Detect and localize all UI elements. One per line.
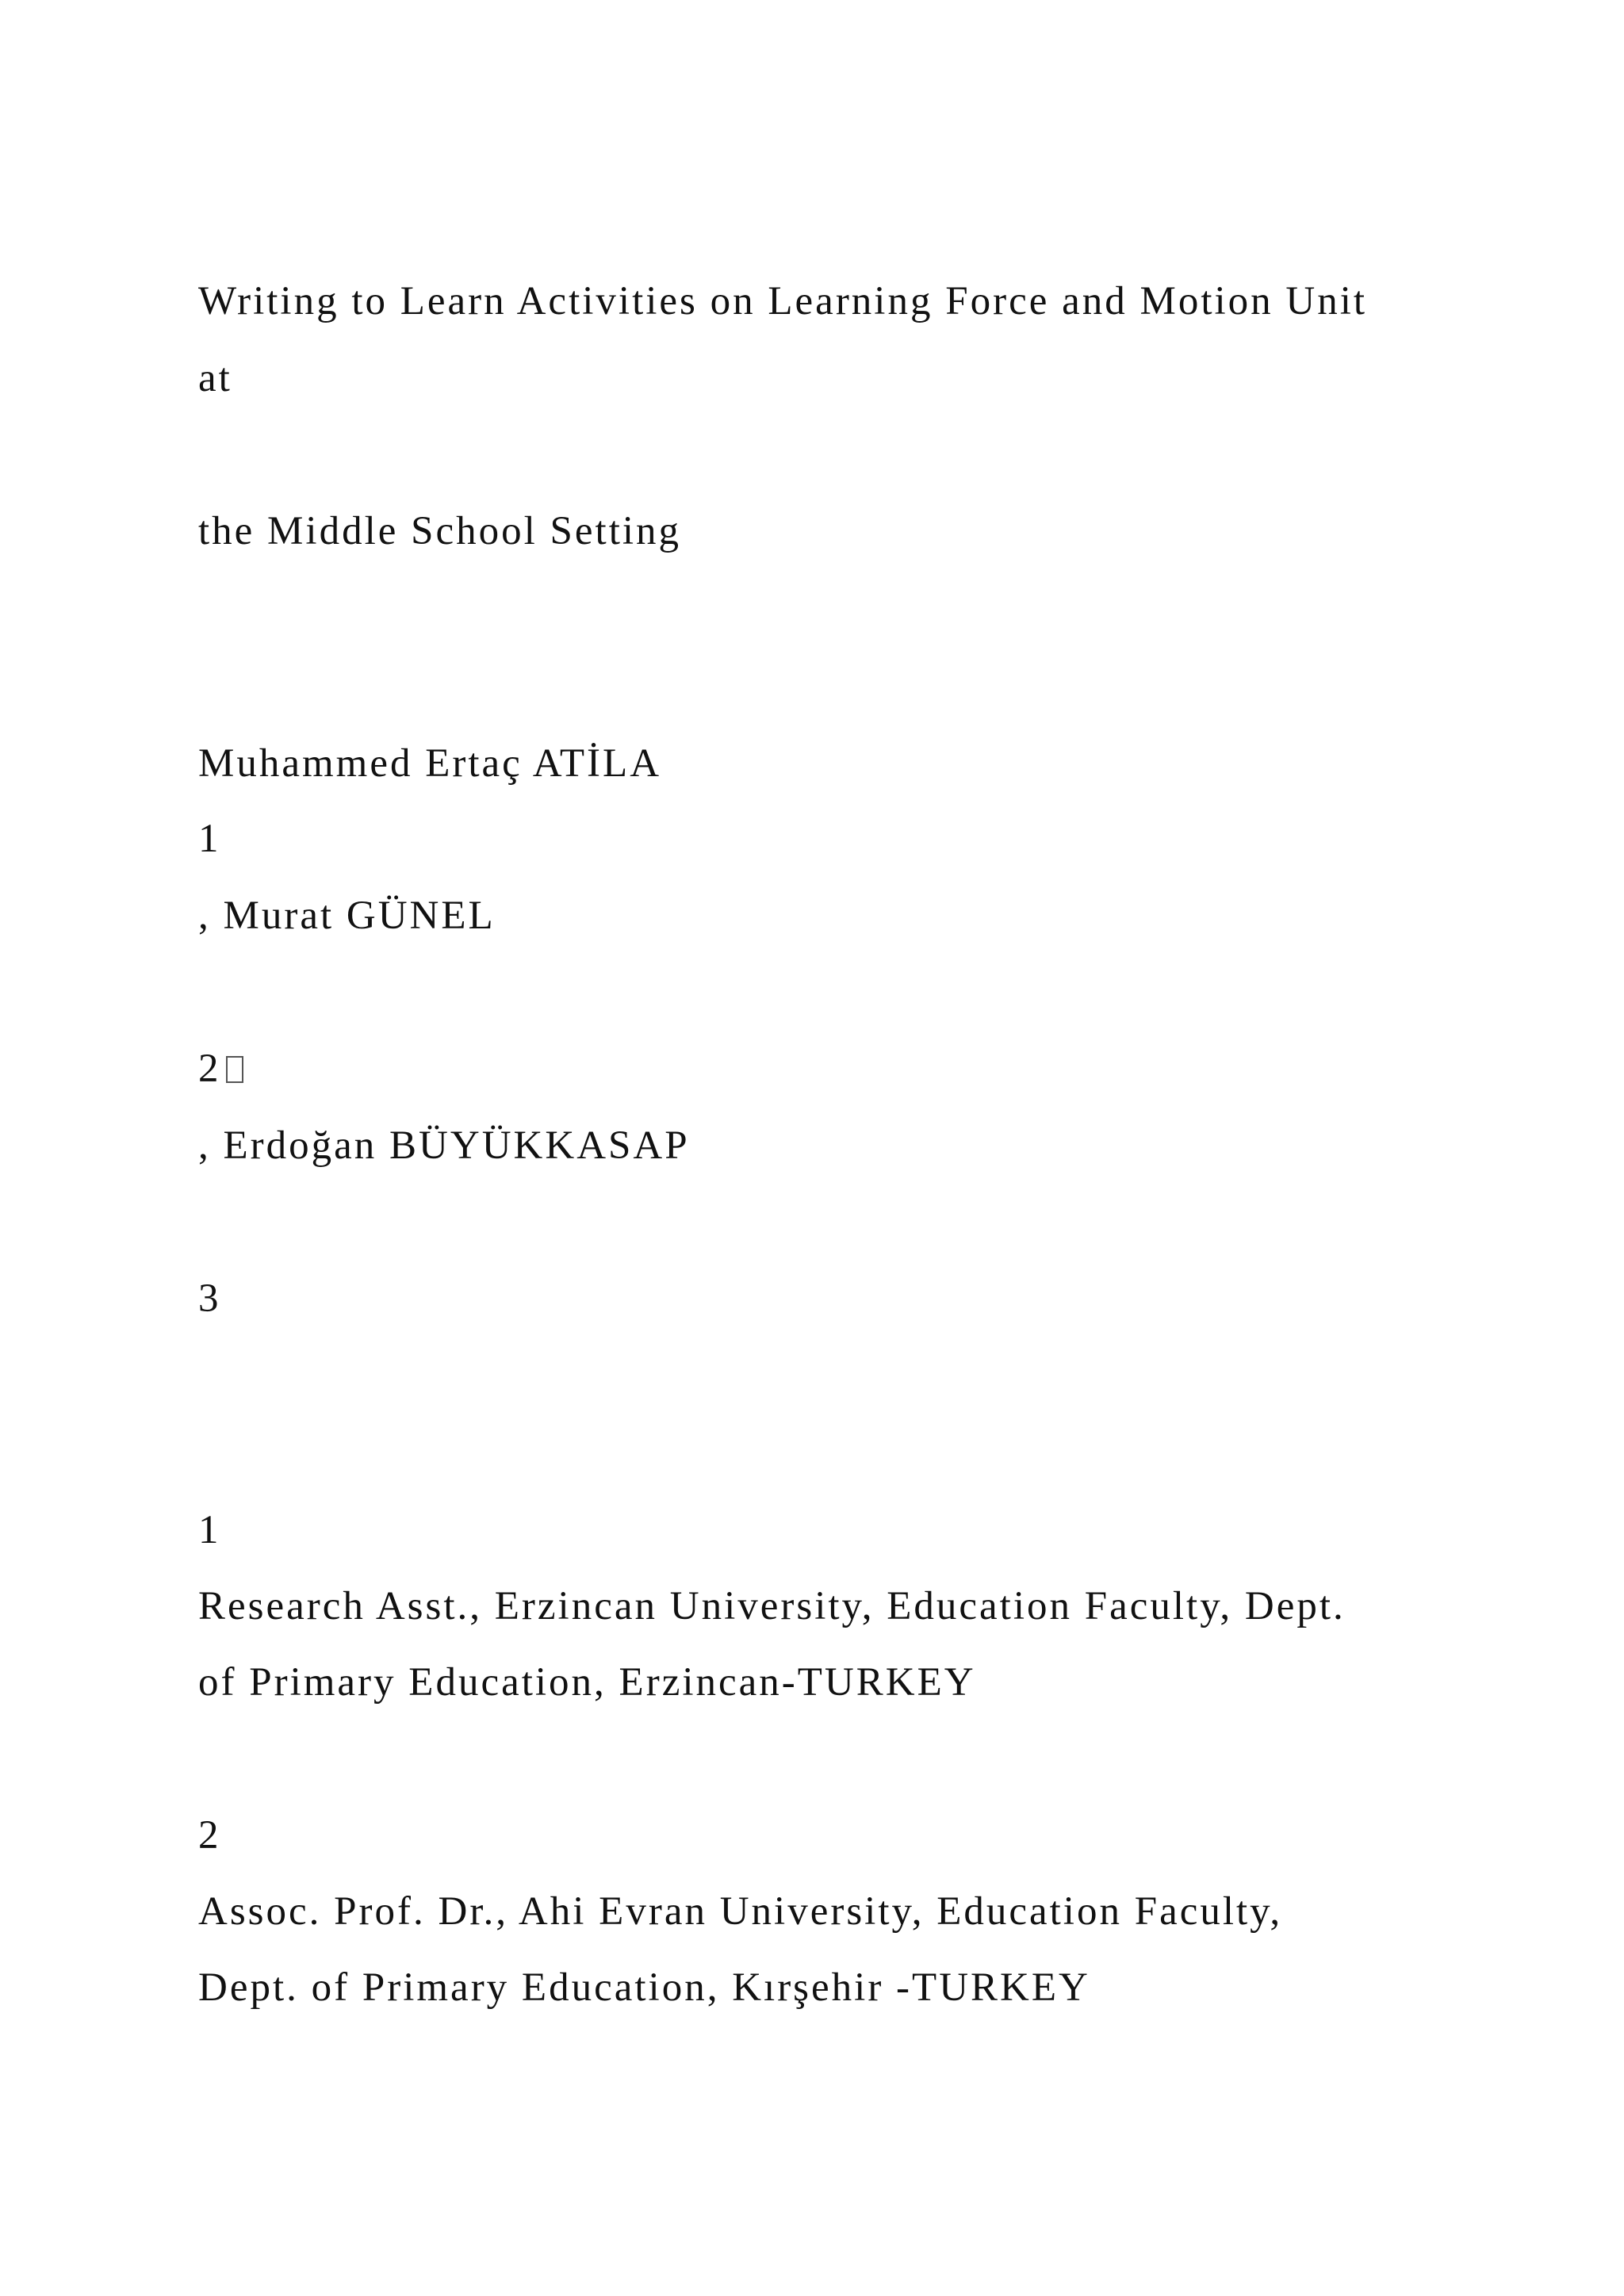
missing-glyph-icon: [226, 1056, 243, 1083]
author-2-name: , Murat GÜNEL: [198, 894, 496, 938]
author-3-mark: 3: [198, 1276, 221, 1321]
affiliation-2-line-2: Dept. of Primary Education, Kırşehir -TURKEY: [198, 1965, 1090, 2010]
author-3-name: , Erdoğan BÜYÜKKASAP: [198, 1123, 690, 1168]
author-1-mark: 1: [198, 817, 221, 861]
affiliation-1-mark: 1: [198, 1508, 221, 1552]
affiliation-1-line-2: of Primary Education, Erzincan-TURKEY: [198, 1660, 976, 1705]
affiliation-1-line-1: Research Asst., Erzincan University, Education Faculty, Dept.: [198, 1584, 1346, 1628]
title-line-3: the Middle School Setting: [198, 509, 682, 553]
author-1-name: Muhammed Ertaç ATİLA: [198, 741, 662, 786]
affiliation-2-line-1: Assoc. Prof. Dr., Ahi Evran University, Education Faculty,: [198, 1889, 1283, 1934]
author-2-mark-line: [198, 1045, 243, 1093]
author-2-mark: 2: [198, 1047, 221, 1091]
affiliation-2-mark: 2: [198, 1813, 221, 1858]
title-line-2: at: [198, 356, 232, 400]
title-line-1: Writing to Learn Activities on Learning Force and Motion Unit: [198, 279, 1368, 323]
